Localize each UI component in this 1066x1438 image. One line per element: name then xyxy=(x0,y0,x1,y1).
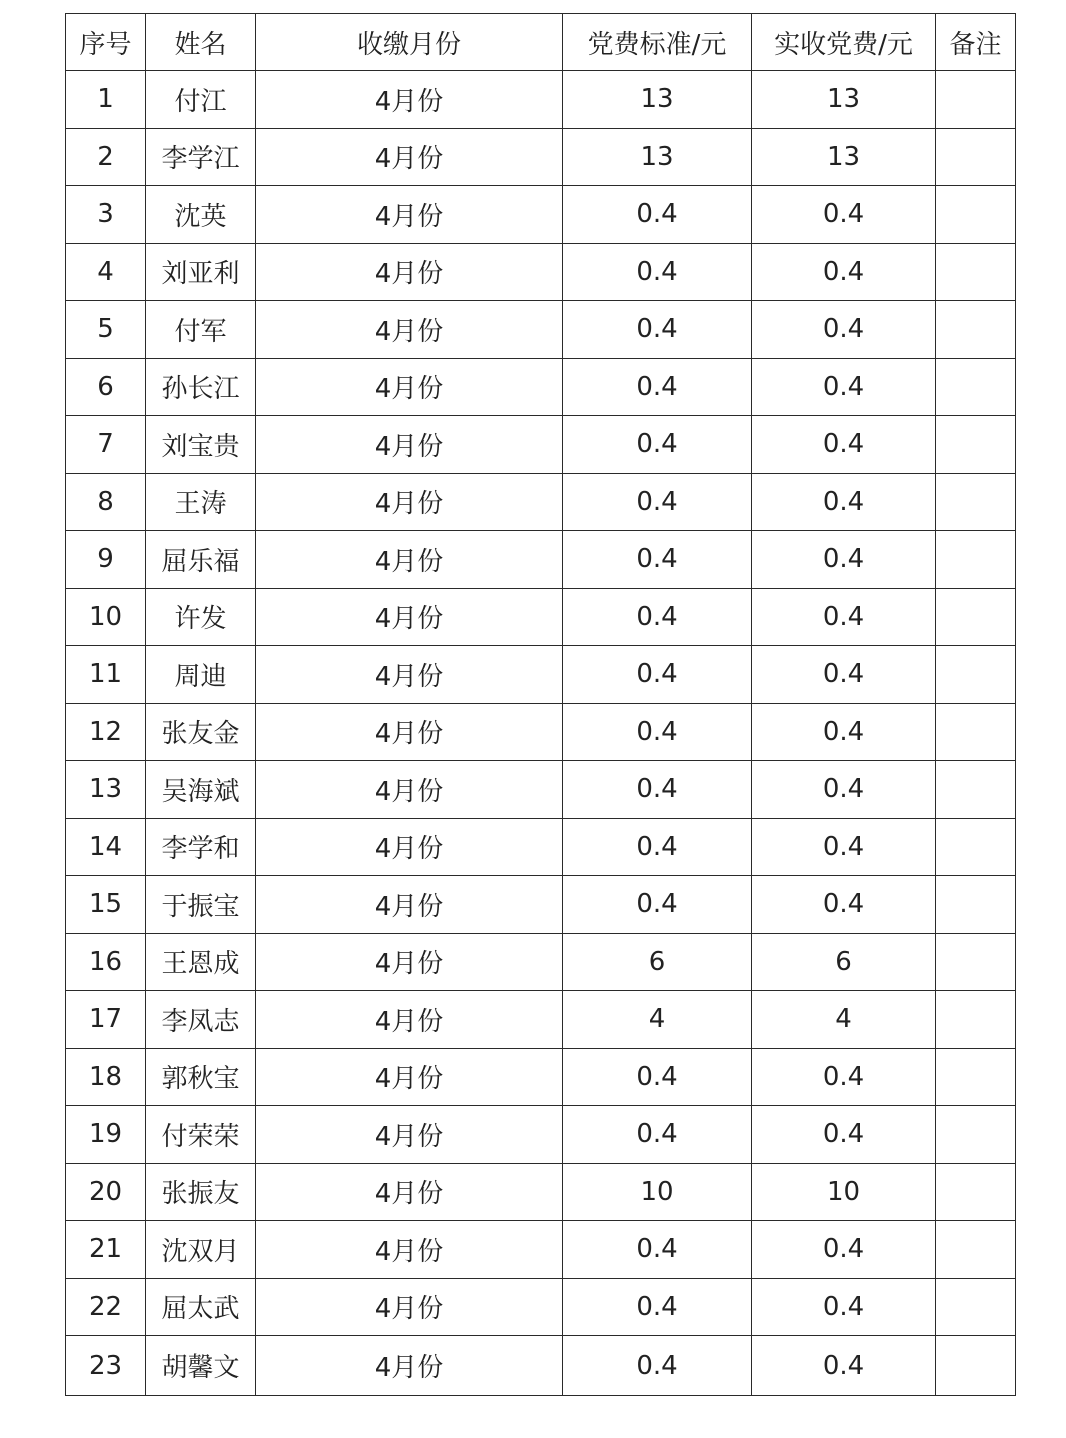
cell-fee-paid: 0.4 xyxy=(752,818,936,876)
table-row xyxy=(66,1106,1016,1164)
cell-fee-standard: 0.4 xyxy=(563,186,752,244)
table-row xyxy=(66,301,1016,359)
cell-fee-standard: 0.4 xyxy=(563,531,752,589)
cell-note xyxy=(936,186,1016,244)
cell-fee-standard: 0.4 xyxy=(563,1336,752,1396)
cell-fee-standard: 0.4 xyxy=(563,473,752,531)
cell-index: 9 xyxy=(66,531,146,589)
cell-fee-standard: 0.4 xyxy=(563,818,752,876)
cell-month: 4月份 xyxy=(256,71,563,129)
cell-fee-standard: 13 xyxy=(563,128,752,186)
cell-index: 10 xyxy=(66,588,146,646)
table-row xyxy=(66,1048,1016,1106)
cell-name: 屈太武 xyxy=(146,1278,256,1336)
cell-month: 4月份 xyxy=(256,1163,563,1221)
document-title xyxy=(0,0,1066,8)
cell-index: 3 xyxy=(66,186,146,244)
table-body xyxy=(66,71,1016,1396)
cell-name: 王恩成 xyxy=(146,933,256,991)
cell-index: 8 xyxy=(66,473,146,531)
cell-fee-standard: 0.4 xyxy=(563,1278,752,1336)
cell-note xyxy=(936,588,1016,646)
cell-index: 23 xyxy=(66,1336,146,1396)
cell-fee-standard: 0.4 xyxy=(563,243,752,301)
cell-month: 4月份 xyxy=(256,243,563,301)
cell-month: 4月份 xyxy=(256,301,563,359)
cell-fee-standard: 0.4 xyxy=(563,1048,752,1106)
cell-note xyxy=(936,1163,1016,1221)
cell-name: 刘亚利 xyxy=(146,243,256,301)
cell-index: 21 xyxy=(66,1221,146,1279)
cell-fee-standard: 4 xyxy=(563,991,752,1049)
cell-note xyxy=(936,761,1016,819)
cell-name: 孙长江 xyxy=(146,358,256,416)
cell-month: 4月份 xyxy=(256,1106,563,1164)
cell-note xyxy=(936,1336,1016,1396)
cell-fee-paid: 0.4 xyxy=(752,1048,936,1106)
table-row xyxy=(66,416,1016,474)
cell-fee-standard: 13 xyxy=(563,71,752,129)
cell-note xyxy=(936,1221,1016,1279)
cell-name: 王涛 xyxy=(146,473,256,531)
cell-note xyxy=(936,876,1016,934)
cell-note xyxy=(936,818,1016,876)
cell-name: 张振友 xyxy=(146,1163,256,1221)
cell-fee-paid: 0.4 xyxy=(752,416,936,474)
cell-fee-paid: 0.4 xyxy=(752,588,936,646)
cell-index: 16 xyxy=(66,933,146,991)
cell-index: 5 xyxy=(66,301,146,359)
cell-fee-paid: 0.4 xyxy=(752,1278,936,1336)
cell-index: 4 xyxy=(66,243,146,301)
table-row xyxy=(66,71,1016,129)
cell-name: 刘宝贵 xyxy=(146,416,256,474)
header-month: 收缴月份 xyxy=(256,14,563,71)
table-header-row xyxy=(66,14,1016,71)
table-row xyxy=(66,531,1016,589)
cell-fee-paid: 13 xyxy=(752,71,936,129)
cell-fee-paid: 10 xyxy=(752,1163,936,1221)
cell-index: 12 xyxy=(66,703,146,761)
cell-note xyxy=(936,1278,1016,1336)
table-row xyxy=(66,243,1016,301)
cell-index: 14 xyxy=(66,818,146,876)
cell-month: 4月份 xyxy=(256,933,563,991)
cell-name: 李学江 xyxy=(146,128,256,186)
cell-month: 4月份 xyxy=(256,1336,563,1396)
cell-fee-paid: 13 xyxy=(752,128,936,186)
cell-month: 4月份 xyxy=(256,876,563,934)
cell-name: 李学和 xyxy=(146,818,256,876)
cell-note xyxy=(936,1048,1016,1106)
cell-note xyxy=(936,358,1016,416)
cell-month: 4月份 xyxy=(256,358,563,416)
table-row xyxy=(66,818,1016,876)
cell-note xyxy=(936,243,1016,301)
cell-name: 于振宝 xyxy=(146,876,256,934)
table-row xyxy=(66,646,1016,704)
cell-index: 17 xyxy=(66,991,146,1049)
header-fee-standard: 党费标准/元 xyxy=(563,14,752,71)
cell-name: 沈双月 xyxy=(146,1221,256,1279)
table-row xyxy=(66,1278,1016,1336)
cell-note xyxy=(936,646,1016,704)
cell-note xyxy=(936,933,1016,991)
cell-note xyxy=(936,71,1016,129)
cell-name: 李凤志 xyxy=(146,991,256,1049)
cell-index: 1 xyxy=(66,71,146,129)
cell-name: 吴海斌 xyxy=(146,761,256,819)
header-name: 姓名 xyxy=(146,14,256,71)
cell-month: 4月份 xyxy=(256,128,563,186)
cell-month: 4月份 xyxy=(256,1221,563,1279)
cell-month: 4月份 xyxy=(256,1048,563,1106)
cell-month: 4月份 xyxy=(256,1278,563,1336)
cell-fee-paid: 0.4 xyxy=(752,358,936,416)
cell-index: 18 xyxy=(66,1048,146,1106)
cell-fee-paid: 0.4 xyxy=(752,646,936,704)
cell-fee-standard: 0.4 xyxy=(563,1106,752,1164)
cell-fee-standard: 6 xyxy=(563,933,752,991)
table-row xyxy=(66,761,1016,819)
table-row xyxy=(66,1221,1016,1279)
table-row xyxy=(66,186,1016,244)
cell-name: 付江 xyxy=(146,71,256,129)
cell-fee-standard: 0.4 xyxy=(563,301,752,359)
cell-fee-standard: 0.4 xyxy=(563,703,752,761)
table-row xyxy=(66,933,1016,991)
cell-index: 2 xyxy=(66,128,146,186)
table-row xyxy=(66,588,1016,646)
table-row xyxy=(66,128,1016,186)
header-index: 序号 xyxy=(66,14,146,71)
cell-name: 沈英 xyxy=(146,186,256,244)
cell-fee-paid: 6 xyxy=(752,933,936,991)
cell-note xyxy=(936,128,1016,186)
header-note: 备注 xyxy=(936,14,1016,71)
cell-index: 15 xyxy=(66,876,146,934)
cell-fee-standard: 0.4 xyxy=(563,1221,752,1279)
cell-index: 6 xyxy=(66,358,146,416)
table-row xyxy=(66,473,1016,531)
party-fee-table xyxy=(65,13,1016,1396)
cell-index: 20 xyxy=(66,1163,146,1221)
cell-note xyxy=(936,416,1016,474)
cell-fee-standard: 0.4 xyxy=(563,416,752,474)
cell-index: 7 xyxy=(66,416,146,474)
cell-name: 付军 xyxy=(146,301,256,359)
cell-fee-paid: 4 xyxy=(752,991,936,1049)
cell-index: 13 xyxy=(66,761,146,819)
cell-fee-standard: 0.4 xyxy=(563,646,752,704)
cell-index: 22 xyxy=(66,1278,146,1336)
table-row xyxy=(66,876,1016,934)
cell-note xyxy=(936,703,1016,761)
cell-fee-paid: 0.4 xyxy=(752,473,936,531)
cell-fee-standard: 0.4 xyxy=(563,761,752,819)
cell-name: 郭秋宝 xyxy=(146,1048,256,1106)
cell-fee-paid: 0.4 xyxy=(752,243,936,301)
cell-month: 4月份 xyxy=(256,531,563,589)
cell-note xyxy=(936,301,1016,359)
cell-month: 4月份 xyxy=(256,646,563,704)
cell-month: 4月份 xyxy=(256,991,563,1049)
cell-fee-paid: 0.4 xyxy=(752,761,936,819)
table-row xyxy=(66,1336,1016,1396)
table-row xyxy=(66,1163,1016,1221)
cell-month: 4月份 xyxy=(256,186,563,244)
cell-note xyxy=(936,991,1016,1049)
cell-month: 4月份 xyxy=(256,588,563,646)
cell-name: 许发 xyxy=(146,588,256,646)
cell-fee-standard: 0.4 xyxy=(563,876,752,934)
cell-fee-standard: 0.4 xyxy=(563,588,752,646)
cell-name: 胡馨文 xyxy=(146,1336,256,1396)
cell-fee-paid: 0.4 xyxy=(752,186,936,244)
cell-month: 4月份 xyxy=(256,416,563,474)
table-row xyxy=(66,991,1016,1049)
table-row xyxy=(66,358,1016,416)
cell-index: 19 xyxy=(66,1106,146,1164)
cell-fee-standard: 0.4 xyxy=(563,358,752,416)
cell-fee-paid: 0.4 xyxy=(752,703,936,761)
header-fee-paid: 实收党费/元 xyxy=(752,14,936,71)
cell-fee-paid: 0.4 xyxy=(752,531,936,589)
cell-fee-standard: 10 xyxy=(563,1163,752,1221)
cell-fee-paid: 0.4 xyxy=(752,1221,936,1279)
cell-index: 11 xyxy=(66,646,146,704)
cell-name: 屈乐福 xyxy=(146,531,256,589)
cell-name: 付荣荣 xyxy=(146,1106,256,1164)
cell-month: 4月份 xyxy=(256,818,563,876)
cell-fee-paid: 0.4 xyxy=(752,1336,936,1396)
cell-name: 张友金 xyxy=(146,703,256,761)
cell-fee-paid: 0.4 xyxy=(752,876,936,934)
cell-month: 4月份 xyxy=(256,761,563,819)
cell-note xyxy=(936,531,1016,589)
table-row xyxy=(66,703,1016,761)
cell-note xyxy=(936,473,1016,531)
cell-fee-paid: 0.4 xyxy=(752,301,936,359)
cell-name: 周迪 xyxy=(146,646,256,704)
cell-fee-paid: 0.4 xyxy=(752,1106,936,1164)
cell-month: 4月份 xyxy=(256,473,563,531)
cell-month: 4月份 xyxy=(256,703,563,761)
cell-note xyxy=(936,1106,1016,1164)
